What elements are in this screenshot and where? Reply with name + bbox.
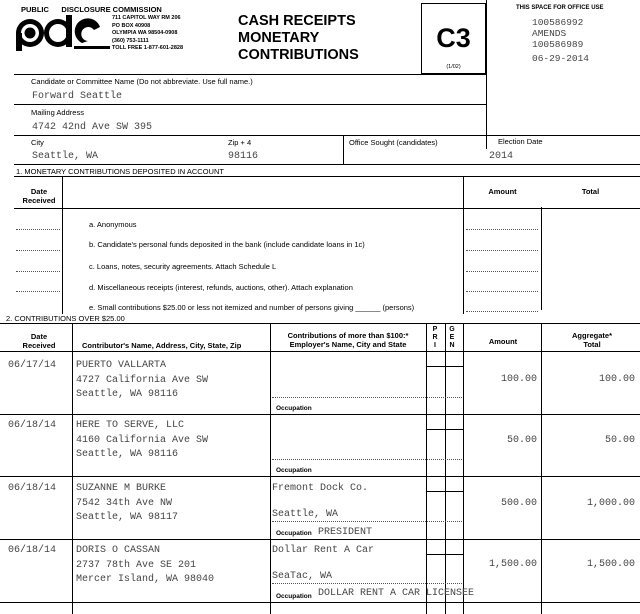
entry-line xyxy=(272,397,462,398)
mailing-address: 4742 42nd Ave SW 395 xyxy=(32,122,153,133)
election-date: 2014 xyxy=(489,151,514,162)
form-title-line: CASH RECEIPTS xyxy=(238,13,356,29)
row-aggregate: 50.00 xyxy=(604,435,635,446)
form-title xyxy=(238,13,359,64)
divider xyxy=(14,104,486,105)
row-contributor: SUZANNE M BURKE 7542 34th Ave NW Seattle, WA 98117 xyxy=(76,483,179,523)
form-date: (1/02) xyxy=(446,64,461,70)
form-code-box xyxy=(421,3,486,74)
divider xyxy=(270,323,271,614)
pdc-logo-graphic xyxy=(14,13,114,53)
address-line: 711 CAPITOL WAY RM 206 xyxy=(112,15,181,21)
entry-line xyxy=(272,459,462,460)
row-amount: 100.00 xyxy=(500,374,537,385)
row-amount: 500.00 xyxy=(500,498,537,509)
office-use-line: 100586989 xyxy=(532,39,584,50)
city-label: City xyxy=(31,138,44,147)
divider xyxy=(62,176,63,314)
row-date: 06/18/14 xyxy=(8,545,57,556)
row-employer-city: Seattle, WA xyxy=(272,509,339,520)
city: Seattle, WA xyxy=(32,151,99,162)
address-line: OLYMPIA WA 98504-0908 xyxy=(112,30,178,36)
col-general-header: G E N xyxy=(449,326,455,349)
entry-line xyxy=(16,250,60,251)
divider xyxy=(426,491,463,492)
section1-item-loans: c. Loans, notes, security agreements. Attach Schedule L xyxy=(89,262,277,271)
form-title-line: MONETARY xyxy=(238,30,320,46)
row-contributor: DORIS O CASSAN 2737 78th Ave SE 201 Mercer Island, WA 98040 xyxy=(76,545,215,585)
divider xyxy=(14,74,486,75)
row-contributor: PUERTO VALLARTA 4727 California Ave SW Seattle, WA 98116 xyxy=(76,360,209,400)
divider xyxy=(0,414,640,415)
section2-title: 2. CONTRIBUTIONS OVER $25.00 xyxy=(6,314,125,323)
form-code: C3 xyxy=(436,23,471,53)
entry-line xyxy=(466,311,538,312)
address-line: TOLL FREE 1-877-601-2828 xyxy=(112,45,184,51)
row-occupation: DOLLAR RENT A CAR LICENSEE xyxy=(318,588,475,599)
pdc-address xyxy=(112,15,183,53)
divider xyxy=(0,602,640,603)
entry-line xyxy=(16,229,60,230)
entry-line xyxy=(466,291,538,292)
col-employer-header: Contributions of more than $100:* Employer's Name, City and State xyxy=(287,331,409,349)
office-use-line: AMENDS xyxy=(532,28,567,39)
office-use-line: 100586992 xyxy=(532,17,584,28)
row-employer: Fremont Dock Co. xyxy=(272,483,369,494)
occupation-label: Occupation xyxy=(276,593,312,600)
occupation-label: Occupation xyxy=(276,530,312,537)
divider xyxy=(0,476,640,477)
row-aggregate: 1,000.00 xyxy=(586,498,635,509)
section1-date-header: Date Received xyxy=(22,187,56,205)
pdc-logo xyxy=(14,13,114,53)
election-date-label: Election Date xyxy=(498,137,543,146)
divider xyxy=(426,429,463,430)
row-aggregate: 1,500.00 xyxy=(586,559,635,570)
section1-item-small: e. Small contributions $25.00 or less not itemized and number of persons giving ______ (persons) xyxy=(89,303,415,312)
divider xyxy=(426,366,463,367)
section1-item-misc: d. Miscellaneous receipts (interest, refunds, auctions, other). Attach explanation xyxy=(89,283,353,292)
form-title-line: CONTRIBUTIONS xyxy=(238,47,359,63)
row-employer-city: SeaTac, WA xyxy=(272,571,333,582)
section1-title: 1. MONETARY CONTRIBUTIONS DEPOSITED IN ACCOUNT xyxy=(16,167,224,176)
zip: 98116 xyxy=(228,151,259,162)
row-contributor: HERE TO SERVE, LLC 4160 California Ave SW Seattle, WA 98116 xyxy=(76,420,209,460)
row-amount: 1,500.00 xyxy=(488,559,537,570)
section1-item-anonymous: a. Anonymous xyxy=(89,220,137,229)
divider xyxy=(0,539,640,540)
mailing-address-label: Mailing Address xyxy=(31,108,84,117)
divider xyxy=(14,208,640,209)
entry-line xyxy=(272,521,462,522)
committee-name: Forward Seattle xyxy=(32,91,123,102)
committee-name-label: Candidate or Committee Name (Do not abbreviate. Use full name.) xyxy=(31,77,253,86)
divider xyxy=(486,0,487,149)
occupation-label: Occupation xyxy=(276,405,312,412)
entry-line xyxy=(466,271,538,272)
row-occupation: PRESIDENT xyxy=(318,527,373,538)
address-line: PO BOX 40908 xyxy=(112,22,151,29)
section1-item-candidate-funds: b. Candidate's personal funds deposited in the bank (include candidate loans in 1c) xyxy=(89,240,365,249)
entry-line xyxy=(466,229,538,230)
section1-total-header: Total xyxy=(581,187,600,196)
col-date-header: Date Received xyxy=(22,332,56,350)
row-amount: 50.00 xyxy=(506,435,537,446)
row-aggregate: 100.00 xyxy=(598,374,635,385)
row-employer: Dollar Rent A Car xyxy=(272,545,375,556)
col-primary-header: P R I xyxy=(432,326,438,349)
divider xyxy=(72,323,73,614)
entry-line xyxy=(272,583,462,584)
row-date: 06/18/14 xyxy=(8,420,57,431)
col-amount-header: Amount xyxy=(488,337,518,346)
col-aggregate-header: Aggregate* Total xyxy=(571,331,612,349)
divider xyxy=(14,176,640,177)
col-contributor-header: Contributor's Name, Address, City, State, Zip xyxy=(82,341,242,350)
address-line: (360) 753-1111 xyxy=(112,37,149,44)
office-use-block xyxy=(532,17,589,64)
row-date: 06/18/14 xyxy=(8,483,57,494)
divider xyxy=(0,351,640,352)
zip-label: Zip + 4 xyxy=(228,138,252,147)
divider xyxy=(426,554,463,555)
divider xyxy=(541,207,542,310)
entry-line xyxy=(16,271,60,272)
divider xyxy=(0,323,640,324)
office-use-label: THIS SPACE FOR OFFICE USE xyxy=(516,5,604,11)
section1-amount-header: Amount xyxy=(488,187,517,196)
entry-line xyxy=(16,291,60,292)
pdc-commission-name: PUBLIC DISCLOSURE COMMISSION xyxy=(21,5,162,14)
divider xyxy=(14,135,640,136)
row-date: 06/17/14 xyxy=(8,360,57,371)
entry-line xyxy=(466,250,538,251)
divider xyxy=(14,164,640,165)
occupation-label: Occupation xyxy=(276,467,312,474)
divider xyxy=(343,135,344,164)
divider xyxy=(463,176,464,314)
office-sought-label: Office Sought (candidates) xyxy=(349,138,438,147)
office-use-line: 06-29-2014 xyxy=(532,53,590,64)
